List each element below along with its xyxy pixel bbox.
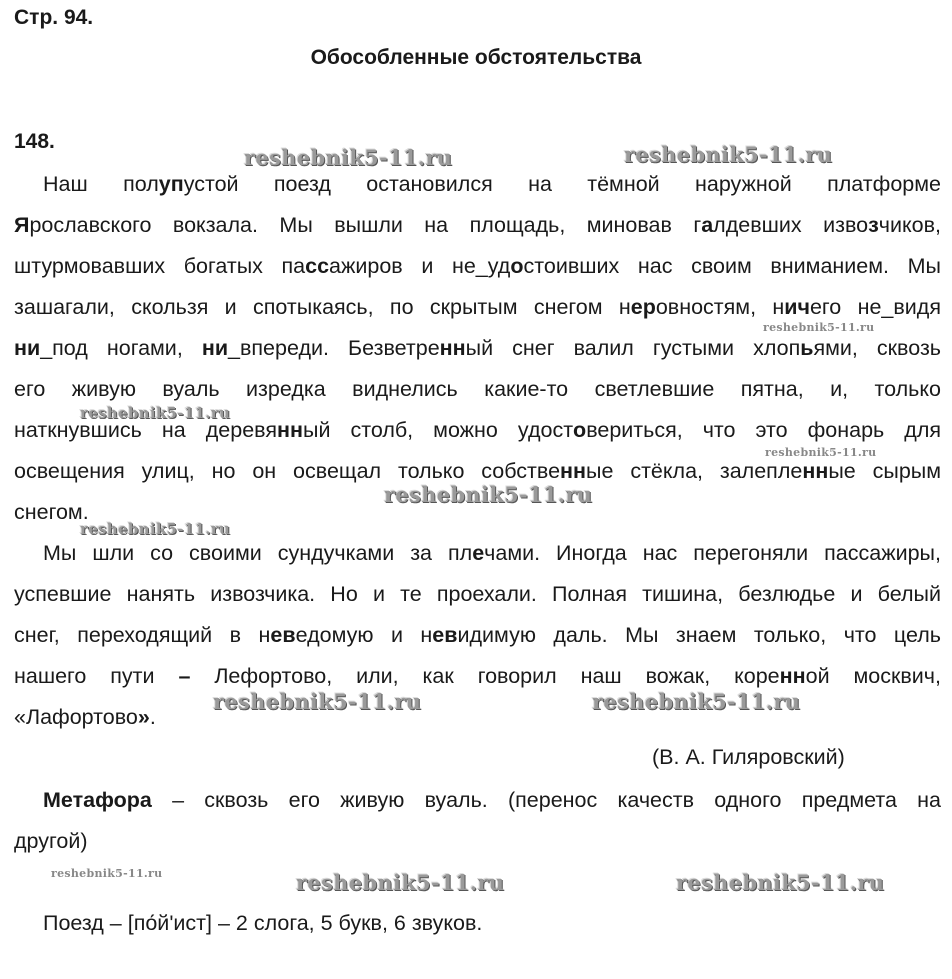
- text-line-2: Ярославского вокзала. Мы вышли на площадь, миновав галдевших извозчиков,: [14, 213, 941, 237]
- watermark: reshebnik5-11.ru: [51, 867, 163, 880]
- metaphor-line-1: Метафора – сквозь его живую вуаль. (перенос качеств одного предмета на: [43, 788, 941, 812]
- text-line-4: зашагали, скользя и спотыкаясь, по скрытым снегом неровностям, ничего не_видя: [14, 295, 941, 319]
- watermark: reshebnik5-11.ru: [676, 870, 885, 895]
- text-line-3: штурмовавших богатых пассажиров и не_удостоивших нас своим вниманием. Мы: [14, 254, 941, 278]
- text-line-7: наткнувшись на деревянный столб, можно удостовериться, что это фонарь для: [14, 418, 942, 442]
- section-title: Обособленные обстоятельства: [310, 46, 642, 69]
- text-line-6: его живую вуаль изредка виднелись какие-то светлевшие пятна, и, только: [14, 377, 941, 401]
- metaphor-line-2: другой): [14, 829, 88, 853]
- watermark: reshebnik5-11.ru: [384, 482, 593, 507]
- author-attribution: (В. А. Гиляровский): [652, 745, 845, 769]
- text-line-12: снег, переходящий в неведомую и невидимую даль. Мы знаем только, что цель: [14, 623, 941, 647]
- watermark: reshebnik5-11.ru: [763, 321, 875, 334]
- text-line-9: снегом.: [14, 500, 89, 524]
- watermark: reshebnik5-11.ru: [624, 142, 833, 167]
- metaphor-term: Метафора: [43, 788, 152, 812]
- exercise-number: 148.: [14, 130, 55, 153]
- watermark: reshebnik5-11.ru: [592, 689, 801, 714]
- watermark: reshebnik5-11.ru: [296, 870, 505, 895]
- text-line-14: «Лафортово».: [14, 705, 156, 729]
- text-line-8: освещения улиц, но он освещал только собственные стёкла, залепленные сырым: [14, 459, 942, 483]
- watermark: reshebnik5-11.ru: [765, 446, 877, 459]
- watermark: reshebnik5-11.ru: [213, 689, 422, 714]
- watermark: reshebnik5-11.ru: [244, 145, 453, 170]
- text-line-11: успевшие нанять извозчика. Но и те проехали. Полная тишина, безлюдье и белый: [14, 582, 941, 606]
- watermark: reshebnik5-11.ru: [80, 520, 231, 538]
- page-number: Стр. 94.: [14, 6, 94, 29]
- phonetic-analysis: Поезд – [по́й'ист] – 2 слога, 5 букв, 6 звуков.: [43, 911, 483, 935]
- text-line-10: Мы шли со своими сундучками за плечами. Иногда нас перегоняли пассажиры,: [43, 541, 941, 565]
- text-line-13: нашего пути – Лефортово, или, как говорил наш вожак, коренной москвич,: [14, 664, 941, 688]
- watermark: reshebnik5-11.ru: [80, 404, 231, 422]
- text-line-5: ни_под ногами, ни_впереди. Безветренный снег валил густыми хлопьями, сквозь: [14, 336, 942, 360]
- text-line-1: Наш полупустой поезд остановился на тёмной наружной платформе: [43, 172, 941, 196]
